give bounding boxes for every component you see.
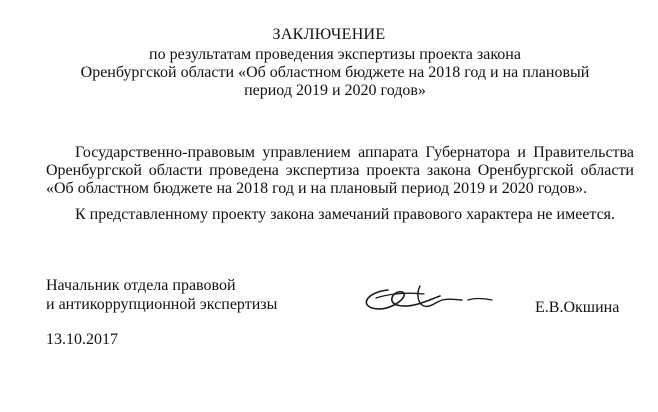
subtitle-line: период 2019 и 2020 годов» <box>244 82 426 99</box>
signer-name: Е.В.Окшина <box>535 299 620 316</box>
document-subtitle <box>70 46 600 100</box>
conclusion-paragraph: Государственно-правовым управлением аппарата Губернатора и Правительства Оренбургской области проведена экспертиза проекта закона Оренбургской области «Об областном бюджете на 2018 год и на плановый период 2019 и 2020 годов». <box>46 144 634 197</box>
document-body <box>46 144 634 224</box>
document-title: ЗАКЛЮЧЕНИЕ <box>272 26 386 43</box>
no-remarks-paragraph: К представленному проекту закона замечаний правового характера не имеется. <box>75 206 616 223</box>
signer-position-line: и антикоррупционной экспертизы <box>46 296 278 313</box>
handwritten-signature-icon <box>358 278 498 318</box>
signer-position-line: Начальник отдела правовой <box>46 277 236 294</box>
subtitle-line: Оренбургской области «Об областном бюджете на 2018 год и на плановый <box>80 64 590 81</box>
subtitle-line: по результатам проведения экспертизы проекта закона <box>149 46 521 63</box>
document-date: 13.10.2017 <box>46 331 118 348</box>
signer-position <box>46 277 326 315</box>
